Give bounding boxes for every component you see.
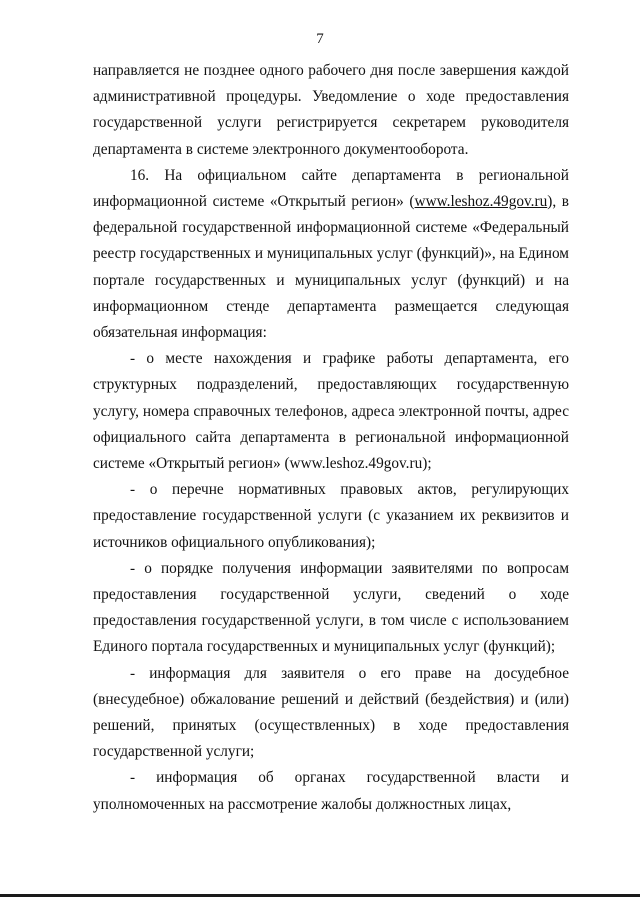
- list-item-info-procedure: - о порядке получения информации заявителями по вопросам предоставления государственной услуги, сведений о ходе предоставления государственной услуги, в том числе с использованием Единого портала государственных и муниципальных услуг (функций);: [93, 559, 569, 656]
- paragraph-continuation: направляется не позднее одного рабочего дня после завершения каждой административной процедуры. Уведомление о ходе предоставления государственной услуги регистрируется секретарем руководителя департамента в системе электронного документооборота.: [93, 62, 569, 158]
- list-item-appeal-rights: - информация для заявителя о его праве на досудебное (внесудебное) обжалование решений и действий (бездействия) и (или) решений, принятых (осуществленных) в ходе предоставления государственной услуги;: [93, 664, 569, 761]
- page-number: 7: [316, 31, 324, 47]
- document-body: [93, 58, 569, 818]
- list-item-authorities: - информация об органах государственной власти и уполномоченных на рассмотрение жалобы должностных лицах,: [93, 769, 569, 813]
- website-link[interactable]: www.leshoz.49gov.ru: [414, 193, 548, 211]
- list-item-location: - о месте нахождения и графике работы департамента, его структурных подразделений, предоставляющих государственную услугу, номера справочных телефонов, адреса электронной почты, адрес официального сайта департамента в региональной информационной системе «Открытый регион» (www.leshoz.49gov.ru);: [93, 350, 569, 473]
- paragraph-16: [93, 163, 569, 346]
- list-item-legal-acts: - о перечне нормативных правовых актов, регулирующих предоставление государственной услуги (с указанием их реквизитов и источников официального опубликования);: [93, 481, 569, 551]
- bottom-rule: [0, 894, 640, 897]
- paragraph-16-text-end: ), в федеральной государственной информационной системе «Федеральный реестр государственных и муниципальных услуг (функций)», на Едином портале государственных и муниципальных услуг (функций) и на информационном стенде департамента размещается следующая обязательная информация:: [93, 193, 570, 342]
- paragraph-16-text-start: 16. На официальном сайте департамента в региональной информационной системе «Открытый регион» (: [93, 166, 569, 211]
